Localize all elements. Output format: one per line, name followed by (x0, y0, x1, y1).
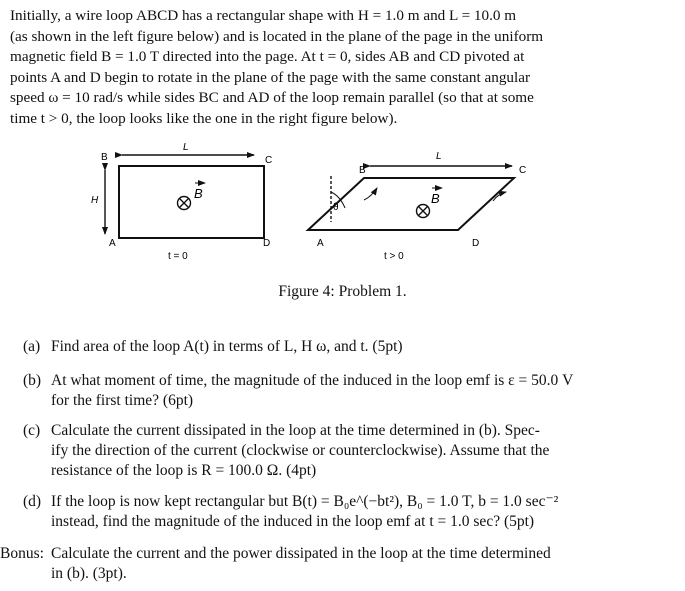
intro-line: points A and D begin to rotate in the plane of the page with the same constant angular (10, 68, 531, 86)
right-label-D: D (472, 238, 480, 249)
intro-line: time t > 0, the loop looks like the one in the right figure below). (10, 109, 398, 127)
left-label-D: D (263, 238, 271, 249)
question-line: for the first time? (6pt) (51, 392, 194, 409)
right-label-theta: θ (333, 202, 339, 213)
left-label-H: H (91, 195, 99, 206)
question-label: (a) (23, 338, 41, 355)
question-label: (b) (23, 372, 42, 389)
question-line: Calculate the current dissipated in the loop at the time determined in (b). Spec- (51, 422, 540, 439)
into-page-cross (180, 199, 189, 208)
right-time-label: t > 0 (384, 251, 404, 262)
question-label: (d) (23, 493, 42, 510)
question-line: At what moment of time, the magnitude of the induced in the loop emf is ε = 50.0 V (51, 372, 574, 389)
left-field-label: B (194, 186, 203, 201)
right-label-L: L (436, 151, 442, 162)
right-label-B: B (359, 165, 366, 176)
right-field-label: B (431, 191, 440, 206)
right-loop-figure (308, 151, 526, 262)
left-loop-figure (91, 142, 272, 262)
left-label-L: L (183, 142, 189, 153)
left-time-label: t = 0 (168, 251, 188, 262)
question-line: instead, find the magnitude of the induced in the loop emf at t = 1.0 sec? (5pt) (51, 513, 535, 530)
left-label-B: B (101, 152, 108, 163)
intro-line: speed ω = 10 rad/s while sides BC and AD of the loop remain parallel (so that at some (10, 89, 534, 107)
question-line: If the loop is now kept rectangular but B(t) = B₀e^(−bt²), B₀ = 1.0 T, b = 1.0 sec⁻² (51, 493, 559, 510)
intro-line: magnetic field B = 1.0 T directed into the page. At t = 0, sides AB and CD pivoted at (10, 48, 525, 66)
left-label-A: A (109, 238, 116, 249)
question-label: (c) (23, 422, 41, 439)
question-line: ify the direction of the current (clockwise or counterclockwise). Assume that the (51, 442, 550, 459)
question-line: in (b). (3pt). (51, 565, 127, 582)
intro-line: Initially, a wire loop ABCD has a rectangular shape with H = 1.0 m and L = 10.0 m (10, 7, 517, 24)
right-loop-parallelogram (308, 178, 514, 230)
question-label: Bonus: (0, 545, 44, 562)
pivot-arrow-left (364, 188, 377, 200)
right-label-C: C (519, 165, 527, 176)
question-line: resistance of the loop is R = 100.0 Ω. (4pt) (51, 462, 317, 479)
into-page-cross (419, 207, 428, 216)
question-line: Find area of the loop A(t) in terms of L, H ω, and t. (5pt) (51, 338, 403, 355)
left-loop-rectangle (119, 166, 264, 238)
right-label-A: A (317, 238, 324, 249)
question-line: Calculate the current and the power dissipated in the loop at the time determined (51, 545, 551, 562)
intro-line: (as shown in the left figure below) and is located in the plane of the page in the uniform (10, 27, 544, 45)
left-label-C: C (265, 155, 273, 166)
figure-caption: Figure 4: Problem 1. (278, 283, 407, 300)
